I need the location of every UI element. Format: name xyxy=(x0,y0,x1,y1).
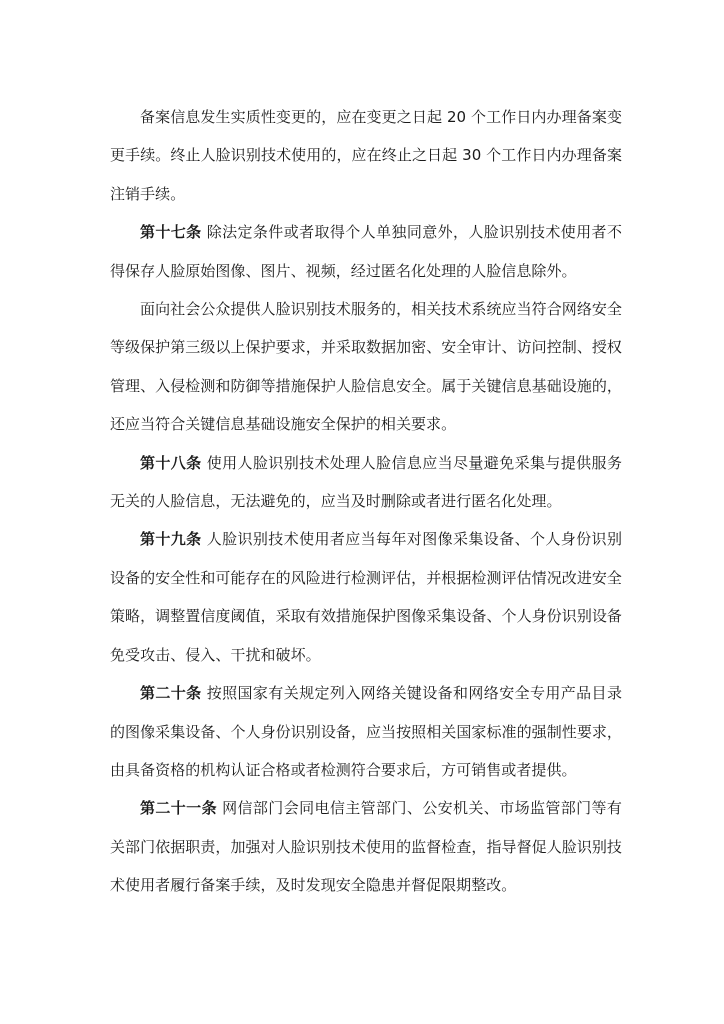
article-number: 第二十条 xyxy=(140,684,202,703)
article-number: 第十七条 xyxy=(140,223,202,242)
paragraph-text: 按照国家有关规定列入网络关键设备和网络安全专用产品目录的图像采集设备、个人身份识别设备，应当按照相关国家标准的强制性要求，由具备资格的机构认证合格或者检测符合要求后，方可销售或者提供。 xyxy=(110,684,623,779)
paragraph-text: 人脸识别技术使用者应当每年对图像采集设备、个人身份识别设备的安全性和可能存在的风险进行检测评估，并根据检测评估情况改进安全策略，调整置信度阈值，采取有效措施保护图像采集设备、个人身份识别设备免受攻击、侵入、干扰和破坏。 xyxy=(110,530,623,664)
document-page xyxy=(110,98,622,905)
paragraph-text: 网信部门会同电信主管部门、公安机关、市场监管部门等有关部门依据职责，加强对人脸识别技术使用的监督检查，指导督促人脸识别技术使用者履行备案手续，及时发现安全隐患并督促限期整改。 xyxy=(110,799,622,895)
article-21 xyxy=(110,789,622,904)
article-number: 第十九条 xyxy=(140,530,202,549)
paragraph-public-service xyxy=(110,290,622,444)
paragraph-filing-change xyxy=(110,98,622,213)
paragraph-text: 使用人脸识别技术处理人脸信息应当尽量避免采集与提供服务无关的人脸信息，无法避免的，应当及时删除或者进行匿名化处理。 xyxy=(110,453,623,511)
article-18 xyxy=(110,444,622,521)
paragraph-text: 面向社会公众提供人脸识别技术服务的，相关技术系统应当符合网络安全等级保护第三级以上保护要求，并采取数据加密、安全审计、访问控制、授权管理、入侵检测和防御等措施保护人脸信息安全。属于关键信息基础设施的，还应当符合关键信息基础设施安全保护的相关要求。 xyxy=(110,300,622,434)
article-number: 第二十一条 xyxy=(140,799,217,818)
article-20 xyxy=(110,674,622,789)
paragraph-text: 除法定条件或者取得个人单独同意外，人脸识别技术使用者不得保存人脸原始图像、图片、视频，经过匿名化处理的人脸信息除外。 xyxy=(110,223,623,280)
article-number: 第十八条 xyxy=(140,453,202,472)
article-17 xyxy=(110,213,622,290)
paragraph-text: 备案信息发生实质性变更的，应在变更之日起 20 个工作日内办理备案变更手续。终止人脸识别技术使用的，应在终止之日起 30 个工作日内办理备案注销手续。 xyxy=(110,108,622,203)
article-19 xyxy=(110,520,622,674)
